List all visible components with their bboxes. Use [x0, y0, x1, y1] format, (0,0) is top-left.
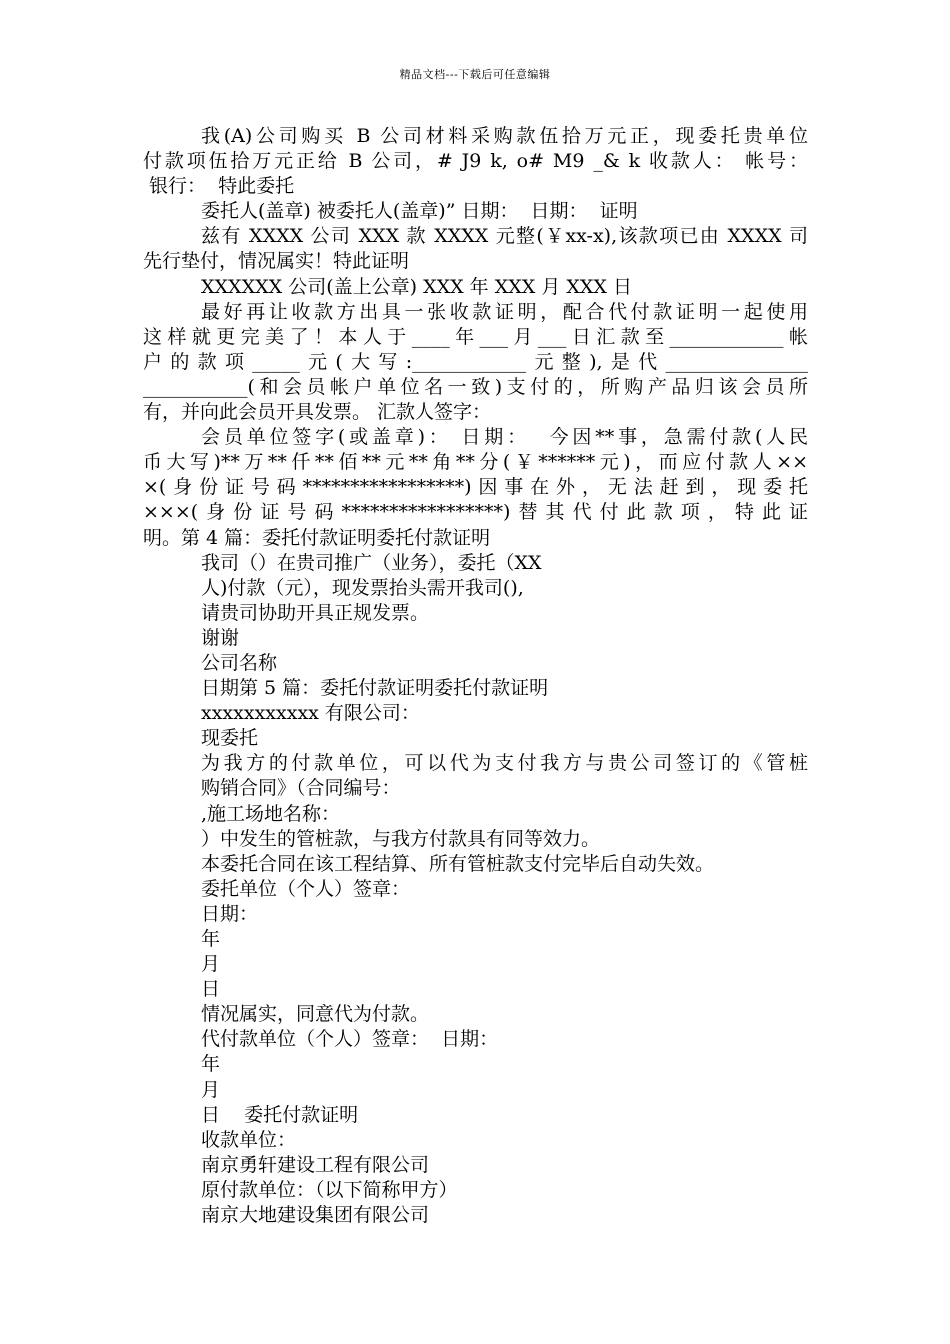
text-line: 先行垫付，情况属实！特此证明 [143, 250, 410, 273]
text-line: 原付款单位：（以下简称甲方） [201, 1178, 458, 1201]
text-line: ）中发生的管桩款，与我方付款具有同等效力。 [201, 827, 601, 850]
text-line: xxxxxxxxxxx 有限公司： [201, 702, 420, 725]
text-line: 代付款单位（个人）签章： 日期： [201, 1028, 499, 1051]
text-line: 谢谢 [201, 626, 240, 649]
text-line: 月 [201, 953, 221, 976]
text-line: ,施工场地名称： [201, 802, 341, 825]
text-line: 我(A)公司购买 B 公司材料采购款伍拾万元正，现委托贵单位 [201, 125, 808, 147]
text-line: 兹有 XXXX 公司 XXX 款 XXXX 元整(￥xx-x),该款项已由 XXXX 司 [201, 225, 808, 248]
text-line: 收款单位： [201, 1128, 297, 1151]
text-line: 月 [201, 1078, 221, 1101]
text-line: 有，并向此会员开具发票。 汇款人签字： [143, 401, 492, 424]
text-line: 户的款项_____元(大写:____________元整),是代_______________ [143, 350, 808, 373]
document-body [143, 124, 808, 1228]
text-line: 银行： 特此委托 [143, 175, 295, 198]
text-line: 年 [201, 1053, 221, 1076]
text-line: ×(身份证号码*****************)因事在外，无法赶到，现委托 [143, 476, 808, 499]
text-line: 人)付款（元），现发票抬头需开我司(), [201, 576, 524, 599]
text-line: 南京大地建设集团有限公司 [201, 1204, 430, 1227]
text-line: 日 委托付款证明 [201, 1103, 359, 1126]
text-line: 年 [201, 928, 221, 950]
text-line: 会员单位签字(或盖章)： 日期： 今因**事，急需付款(人民 [201, 426, 808, 449]
text-line: 购销合同》（合同编号： [201, 777, 401, 800]
text-line: 日 [201, 978, 221, 1001]
text-line: 委托人(盖章) 被委托人(盖章)” 日期： 日期： 证明 [201, 200, 638, 223]
text-line: 公司名称 [201, 651, 278, 674]
text-line: 这样就更完美了！本人于____年___月___日汇款至____________帐 [143, 325, 808, 348]
text-line: 本委托合同在该工程结算、所有管桩款支付完毕后自动失效。 [201, 852, 715, 875]
text-line: 为我方的付款单位，可以代为支付我方与贵公司签订的《管桩 [201, 752, 808, 775]
text-line: 现委托 [201, 727, 259, 750]
text-line: 委托单位（个人）签章： [201, 877, 411, 900]
text-line: 请贵司协助开具正规发票。 [201, 601, 430, 624]
text-line: 付款项伍拾万元正给 B 公司，# J9 k, o# M9 _& k 收款人： 帐号： [143, 150, 808, 173]
text-line: XXXXXX 公司(盖上公章) XXX 年 XXX 月 XXX 日 [201, 275, 632, 298]
text-line: 明。第 4 篇：委托付款证明委托付款证明 [143, 526, 491, 549]
text-line: 情况属实，同意代为付款。 [201, 1003, 430, 1026]
text-line: ___________(和会员帐户单位名一致)支付的，所购产品归该会员所 [143, 375, 808, 398]
text-line: 南京勇轩建设工程有限公司 [201, 1153, 430, 1176]
text-line: 币大写)**万**仟**佰**元**角**分(￥******元)，而应付款人×× [143, 451, 808, 474]
page-header: 精品文档---下载后可任意编辑 [399, 68, 551, 81]
text-line: 最好再让收款方出具一张收款证明，配合代付款证明一起使用 [201, 300, 808, 323]
text-line: ×××(身份证号码*****************)替其代付此款项，特此证 [143, 501, 808, 524]
text-line: 我司（）在贵司推广（业务），委托（XX [201, 551, 542, 574]
text-line: 日期第 5 篇：委托付款证明委托付款证明 [201, 677, 549, 700]
text-line: 日期： [201, 902, 259, 925]
